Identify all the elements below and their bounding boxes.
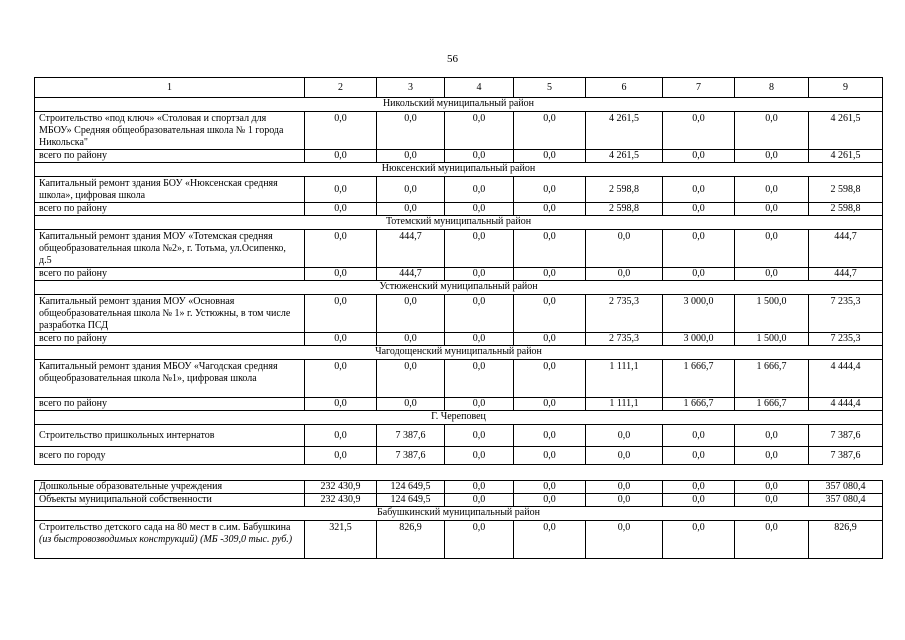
value-cell: 0,0: [305, 333, 377, 346]
value-cell: 0,0: [586, 494, 663, 507]
value-cell: 0,0: [514, 112, 586, 150]
value-cell: 0,0: [514, 494, 586, 507]
item-name: Строительство «под ключ» «Столовая и спортзал для МБОУ» Средняя общеобразовательная школа № 1 города Никольска": [35, 112, 305, 150]
column-header: 5: [514, 78, 586, 98]
value-cell: 357 080,4: [809, 494, 883, 507]
value-cell: 321,5: [305, 521, 377, 559]
value-cell: 0,0: [445, 112, 514, 150]
value-cell: 444,7: [809, 230, 883, 268]
value-cell: 0,0: [377, 295, 445, 333]
value-cell: 2 598,8: [809, 203, 883, 216]
item-name: Строительство пришкольных интернатов: [35, 425, 305, 447]
value-cell: 1 666,7: [735, 398, 809, 411]
value-cell: 0,0: [445, 295, 514, 333]
value-cell: 0,0: [445, 521, 514, 559]
value-cell: 0,0: [305, 360, 377, 398]
value-cell: 2 598,8: [586, 203, 663, 216]
value-cell: 1 500,0: [735, 333, 809, 346]
value-cell: 0,0: [586, 521, 663, 559]
value-cell: 7 387,6: [809, 425, 883, 447]
value-cell: 7 235,3: [809, 295, 883, 333]
column-header-row: [35, 78, 883, 98]
total-row: [35, 268, 883, 281]
value-cell: 0,0: [586, 425, 663, 447]
value-cell: 0,0: [445, 398, 514, 411]
value-cell: 0,0: [735, 521, 809, 559]
value-cell: 4 444,4: [809, 398, 883, 411]
value-cell: 1 666,7: [663, 398, 735, 411]
value-cell: 0,0: [305, 398, 377, 411]
value-cell: 444,7: [377, 230, 445, 268]
value-cell: 0,0: [514, 268, 586, 281]
value-cell: 4 261,5: [809, 112, 883, 150]
value-cell: 0,0: [514, 360, 586, 398]
section-title: Бабушкинский муниципальный район: [35, 507, 883, 521]
value-cell: 0,0: [735, 112, 809, 150]
value-cell: 0,0: [445, 203, 514, 216]
section-row: [35, 411, 883, 425]
section-row: [35, 163, 883, 177]
section-row: [35, 216, 883, 230]
value-cell: 0,0: [377, 150, 445, 163]
value-cell: 0,0: [377, 360, 445, 398]
value-cell: 444,7: [377, 268, 445, 281]
section-title: Тотемский муниципальный район: [35, 216, 883, 230]
value-cell: 0,0: [377, 398, 445, 411]
value-cell: 0,0: [663, 112, 735, 150]
value-cell: 0,0: [663, 425, 735, 447]
value-cell: 0,0: [305, 447, 377, 465]
item-name: Строительство детского сада на 80 мест в с.им. Бабушкина: [39, 522, 291, 533]
total-row: [35, 447, 883, 465]
value-cell: 1 111,1: [586, 398, 663, 411]
section-row: [35, 346, 883, 360]
total-label: всего по городу: [35, 447, 305, 465]
value-cell: 0,0: [445, 268, 514, 281]
summary-label: Дошкольные образовательные учреждения: [35, 481, 305, 494]
column-header: 8: [735, 78, 809, 98]
value-cell: 0,0: [663, 177, 735, 203]
value-cell: 0,0: [663, 150, 735, 163]
column-header: 3: [377, 78, 445, 98]
value-cell: 4 261,5: [586, 112, 663, 150]
column-header: 7: [663, 78, 735, 98]
value-cell: 0,0: [663, 268, 735, 281]
item-name-cell: [35, 521, 305, 559]
value-cell: 2 735,3: [586, 333, 663, 346]
column-header: 9: [809, 78, 883, 98]
total-label: всего по району: [35, 268, 305, 281]
value-cell: 0,0: [586, 230, 663, 268]
value-cell: 0,0: [305, 230, 377, 268]
value-cell: 0,0: [514, 150, 586, 163]
value-cell: 0,0: [663, 230, 735, 268]
value-cell: 7 387,6: [809, 447, 883, 465]
summary-label: Объекты муниципальной собственности: [35, 494, 305, 507]
item-name: Капитальный ремонт здания МОУ «Тотемская средняя общеобразовательная школа №2», г. Тотьма, ул.Осипенко, д.5: [35, 230, 305, 268]
value-cell: 2 598,8: [809, 177, 883, 203]
item-name: Капитальный ремонт здания МБОУ «Чагодская средняя общеобразовательная школа №1», цифровая школа: [35, 360, 305, 398]
value-cell: 1 666,7: [735, 360, 809, 398]
section-title: Г. Череповец: [35, 411, 883, 425]
value-cell: 2 735,3: [586, 295, 663, 333]
value-cell: 0,0: [663, 494, 735, 507]
value-cell: 0,0: [514, 230, 586, 268]
section-title: Никольский муниципальный район: [35, 98, 883, 112]
total-label: всего по району: [35, 333, 305, 346]
value-cell: 0,0: [445, 425, 514, 447]
value-cell: 0,0: [305, 425, 377, 447]
section-title: Устюженский муниципальный район: [35, 281, 883, 295]
value-cell: 232 430,9: [305, 494, 377, 507]
column-header: 2: [305, 78, 377, 98]
value-cell: 357 080,4: [809, 481, 883, 494]
value-cell: 0,0: [445, 177, 514, 203]
value-cell: 0,0: [663, 203, 735, 216]
value-cell: 0,0: [445, 230, 514, 268]
value-cell: 1 666,7: [663, 360, 735, 398]
column-header: 4: [445, 78, 514, 98]
item-note: (из быстровозводимых конструкций) (МБ -309,0 тыс. руб.): [39, 534, 293, 545]
value-cell: 0,0: [735, 177, 809, 203]
value-cell: 2 598,8: [586, 177, 663, 203]
item-row: [35, 177, 883, 203]
item-row: [35, 360, 883, 398]
spacer-row: [35, 465, 883, 481]
value-cell: 0,0: [305, 112, 377, 150]
section-title: Чагодощенский муниципальный район: [35, 346, 883, 360]
value-cell: 124 649,5: [377, 481, 445, 494]
total-row: [35, 398, 883, 411]
value-cell: 1 500,0: [735, 295, 809, 333]
item-row: [35, 112, 883, 150]
item-name: Капитальный ремонт здания БОУ «Нюксенская средняя школа», цифровая школа: [35, 177, 305, 203]
value-cell: 0,0: [445, 481, 514, 494]
total-row: [35, 203, 883, 216]
value-cell: 0,0: [735, 203, 809, 216]
value-cell: 0,0: [445, 333, 514, 346]
item-name: Капитальный ремонт здания МОУ «Основная общеобразовательная школа № 1» г. Устюжны, в том числе разработка ПСД: [35, 295, 305, 333]
summary-row: [35, 494, 883, 507]
value-cell: 3 000,0: [663, 333, 735, 346]
value-cell: 7 387,6: [377, 447, 445, 465]
value-cell: 7 235,3: [809, 333, 883, 346]
value-cell: 826,9: [377, 521, 445, 559]
value-cell: 0,0: [514, 203, 586, 216]
value-cell: 0,0: [514, 333, 586, 346]
value-cell: 0,0: [445, 360, 514, 398]
value-cell: 0,0: [663, 447, 735, 465]
table-body: [35, 78, 883, 559]
value-cell: 0,0: [305, 203, 377, 216]
value-cell: 124 649,5: [377, 494, 445, 507]
value-cell: 444,7: [809, 268, 883, 281]
value-cell: 4 261,5: [809, 150, 883, 163]
value-cell: 0,0: [514, 425, 586, 447]
item-row: [35, 230, 883, 268]
item-row: [35, 425, 883, 447]
value-cell: 3 000,0: [663, 295, 735, 333]
value-cell: 0,0: [735, 494, 809, 507]
value-cell: 0,0: [735, 481, 809, 494]
value-cell: 7 387,6: [377, 425, 445, 447]
value-cell: 4 444,4: [809, 360, 883, 398]
summary-row: [35, 481, 883, 494]
value-cell: 0,0: [735, 230, 809, 268]
value-cell: 1 111,1: [586, 360, 663, 398]
value-cell: 0,0: [377, 333, 445, 346]
value-cell: 0,0: [514, 398, 586, 411]
spacer-cell: [35, 465, 883, 481]
item-row: [35, 295, 883, 333]
value-cell: 0,0: [514, 447, 586, 465]
value-cell: 4 261,5: [586, 150, 663, 163]
value-cell: 0,0: [514, 521, 586, 559]
value-cell: 0,0: [305, 295, 377, 333]
value-cell: 0,0: [514, 177, 586, 203]
page-number: 56: [447, 53, 458, 65]
value-cell: 0,0: [735, 447, 809, 465]
column-header: 1: [35, 78, 305, 98]
value-cell: 0,0: [735, 150, 809, 163]
value-cell: 0,0: [586, 481, 663, 494]
section-title: Нюксенский муниципальный район: [35, 163, 883, 177]
value-cell: 0,0: [735, 268, 809, 281]
value-cell: 0,0: [377, 112, 445, 150]
total-label: всего по району: [35, 398, 305, 411]
value-cell: 0,0: [514, 481, 586, 494]
item-row: [35, 521, 883, 559]
total-row: [35, 333, 883, 346]
value-cell: 0,0: [586, 268, 663, 281]
value-cell: 0,0: [735, 425, 809, 447]
total-label: всего по району: [35, 203, 305, 216]
section-row: [35, 98, 883, 112]
value-cell: 0,0: [445, 150, 514, 163]
value-cell: 0,0: [377, 177, 445, 203]
value-cell: 0,0: [663, 521, 735, 559]
value-cell: 0,0: [514, 295, 586, 333]
value-cell: 0,0: [586, 447, 663, 465]
column-header: 6: [586, 78, 663, 98]
value-cell: 0,0: [305, 268, 377, 281]
value-cell: 0,0: [305, 177, 377, 203]
value-cell: 826,9: [809, 521, 883, 559]
value-cell: 0,0: [305, 150, 377, 163]
value-cell: 0,0: [445, 494, 514, 507]
value-cell: 232 430,9: [305, 481, 377, 494]
value-cell: 0,0: [663, 481, 735, 494]
section-row: [35, 281, 883, 295]
total-label: всего по району: [35, 150, 305, 163]
section-row: [35, 507, 883, 521]
budget-table: [34, 77, 883, 559]
total-row: [35, 150, 883, 163]
value-cell: 0,0: [445, 447, 514, 465]
value-cell: 0,0: [377, 203, 445, 216]
